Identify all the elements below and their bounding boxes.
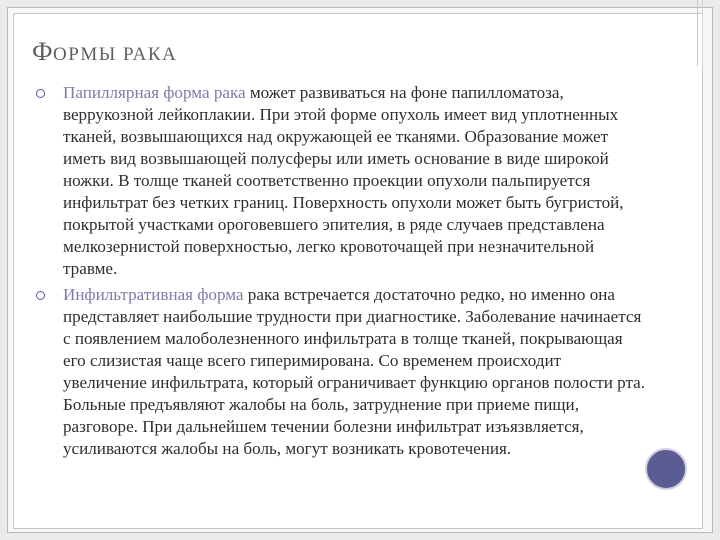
title-rest: ОРМЫ РАКА bbox=[53, 44, 178, 65]
term-highlight: Папиллярная форма рака bbox=[63, 83, 246, 102]
decorative-line bbox=[702, 0, 703, 66]
term-highlight: Инфильтративная форма bbox=[63, 285, 244, 304]
bullet-item bbox=[36, 284, 648, 460]
paragraph-text: может развиваться на фоне папилломатоза, веррукозной лейкоплакии. При этой форме опухоль имеет вид уплотненных тканей, возвышающихся над окружающей ее тканями. Образование может иметь вид возвышающей полусферы или иметь основание в виде широкой ножки. В толще тканей соответственно проекции опухоли пальпируется инфильтрат без четких границ. Поверхность опухоли может быть бугристой, покрытой участками ороговевшего эпителия, в ряде случаев представлена мелкозернистой поверхностью, легко кровоточащей при незначительной травме. bbox=[63, 83, 624, 278]
bullet-circle-icon bbox=[36, 291, 45, 300]
bullet-circle-icon bbox=[36, 89, 45, 98]
title-initial: Ф bbox=[32, 37, 54, 66]
bullet-paragraph bbox=[63, 284, 648, 460]
bullet-item bbox=[36, 82, 648, 280]
paragraph-text: рака встречается достаточно редко, но именно она представляет наибольшие трудности при диагностике. Заболевание начинается с появлением малоболезненного инфильтрата в толще тканей, покрывающая его слизистая чаще всего гиперимирована. Со временем происходит увеличение инфильтрата, который ограничивает функцию органов полости рта. Больные предъявляют жалобы на боль, затруднение при приеме пищи, разговоре. При дальнейшем течении болезни инфильтрат изъязвляется, усиливаются жалобы на боль, могут возникать кровотечения. bbox=[63, 285, 646, 458]
slide-content bbox=[36, 82, 648, 464]
decorative-line bbox=[697, 0, 698, 66]
decorative-circle-icon bbox=[645, 448, 687, 490]
bullet-paragraph bbox=[63, 82, 648, 280]
slide-title bbox=[32, 37, 177, 67]
